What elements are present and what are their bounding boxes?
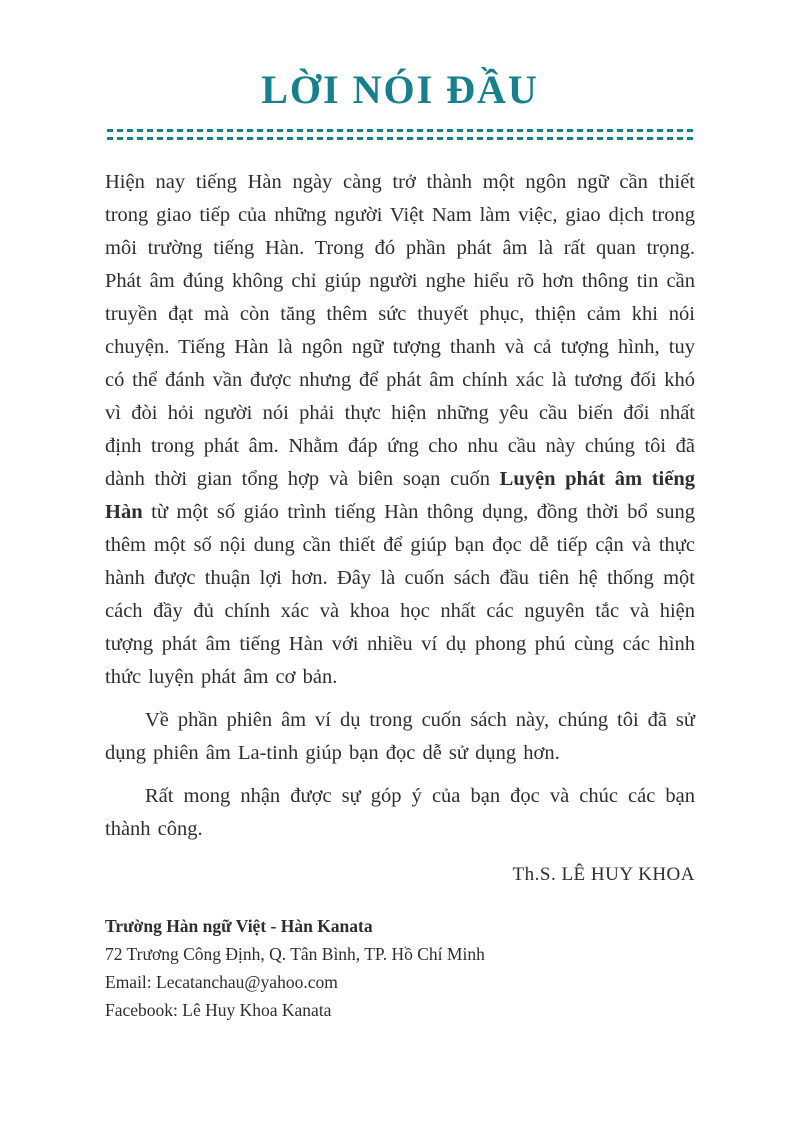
page-title: LỜI NÓI ĐẦU — [261, 67, 539, 112]
dashed-line-bottom — [107, 137, 693, 140]
book-title-emphasis: Luyện phát âm tiếng Hàn — [105, 468, 695, 523]
contact-email: Email: Lecatanchau@yahoo.com — [105, 972, 338, 992]
contact-info-block — [105, 912, 695, 1024]
paragraph-1-text-before: Hiện nay tiếng Hàn ngày càng trở thành một ngôn ngữ cần thiết trong giao tiếp của những người Việt Nam làm việc, giao dịch trong môi trường tiếng Hàn. Trong đó phần phát âm là rất quan trọng. Phát âm đúng không chỉ giúp người nghe hiểu rõ hơn thông tin cần truyền đạt mà còn tăng thêm sức thuyết phục, thiện cảm khi nói chuyện. Tiếng Hàn là ngôn ngữ tượng thanh và cả tượng hình, tuy có thể đánh vần được nhưng để phát âm chính xác là tương đối khó vì đòi hỏi người nói phải thực hiện những yêu cầu biến đổi nhất định trong phát âm. Nhằm đáp ứng cho nhu cầu này chúng tôi đã dành thời gian tổng hợp và biên soạn cuốn — [105, 171, 695, 490]
body-paragraph-3: Rất mong nhận được sự góp ý của bạn đọc và chúc các bạn thành công. — [105, 785, 695, 840]
body-paragraph-2: Về phần phiên âm ví dụ trong cuốn sách này, chúng tôi đã sử dụng phiên âm La-tinh giúp bạn đọc dễ sử dụng hơn. — [105, 709, 695, 764]
school-address: 72 Trương Công Định, Q. Tân Bình, TP. Hồ Chí Minh — [105, 944, 485, 964]
contact-facebook: Facebook: Lê Huy Khoa Kanata — [105, 1000, 332, 1020]
dashed-line-top — [107, 129, 693, 132]
preface-body — [105, 166, 695, 846]
author-signature: Th.S. LÊ HUY KHOA — [512, 864, 695, 885]
school-name: Trường Hàn ngữ Việt - Hàn Kanata — [105, 916, 373, 936]
body-paragraph-1 — [105, 166, 695, 694]
dashed-separator — [107, 129, 693, 140]
paragraph-1-text-after: từ một số giáo trình tiếng Hàn thông dụng, đồng thời bổ sung thêm một số nội dung cần thiết để giúp bạn đọc dễ tiếp cận và thực hành được thuận lợi hơn. Đây là cuốn sách đầu tiên hệ thống một cách đầy đủ chính xác và khoa học nhất các nguyên tắc và hiện tượng phát âm tiếng Hàn với nhiều ví dụ phong phú cùng các hình thức luyện phát âm cơ bản. — [105, 501, 695, 688]
